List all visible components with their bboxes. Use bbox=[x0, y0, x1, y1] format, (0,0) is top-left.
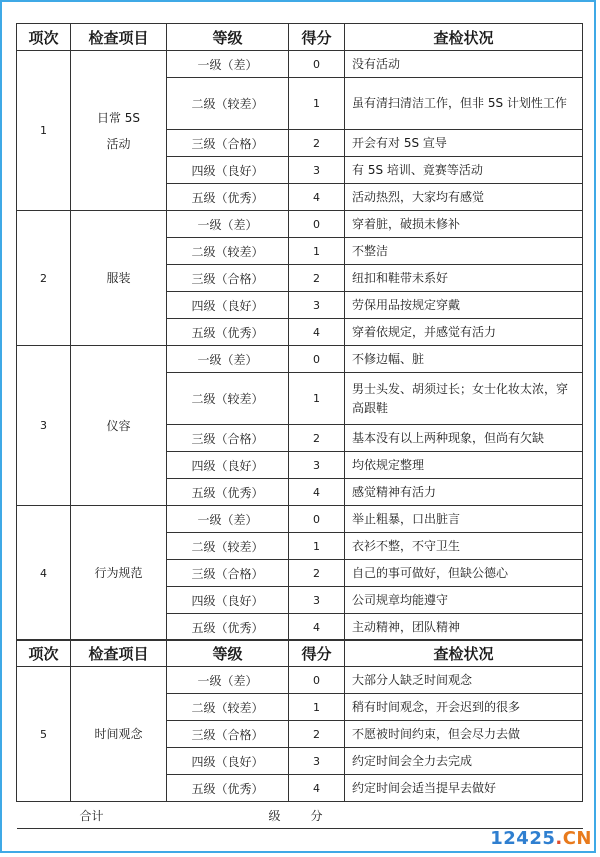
header-item-no: 项次 bbox=[17, 640, 71, 667]
grade-cell: 二级（较差） bbox=[167, 694, 289, 721]
grade-cell: 二级（较差） bbox=[167, 533, 289, 560]
score-cell: 4 bbox=[289, 614, 345, 641]
table-row bbox=[17, 211, 583, 238]
header-check-item: 检查项目 bbox=[71, 24, 167, 51]
grade-cell: 五级（优秀） bbox=[167, 184, 289, 211]
score-cell: 1 bbox=[289, 78, 345, 130]
total-row bbox=[17, 802, 583, 829]
status-cell: 纽扣和鞋带未系好 bbox=[345, 265, 583, 292]
inspection-table-part1 bbox=[16, 23, 583, 641]
status-cell: 开会有对 5S 宣导 bbox=[345, 130, 583, 157]
status-cell: 约定时间会全力去完成 bbox=[345, 748, 583, 775]
grade-cell: 二级（较差） bbox=[167, 238, 289, 265]
score-cell: 0 bbox=[289, 51, 345, 78]
item-number: 1 bbox=[17, 51, 71, 211]
check-item-name: 日常 5S 活动 bbox=[71, 51, 167, 211]
status-cell: 不整洁 bbox=[345, 238, 583, 265]
grade-cell: 三级（合格） bbox=[167, 560, 289, 587]
grade-cell: 一级（差） bbox=[167, 667, 289, 694]
status-cell: 没有活动 bbox=[345, 51, 583, 78]
score-cell: 1 bbox=[289, 694, 345, 721]
grade-cell: 五级（优秀） bbox=[167, 479, 289, 506]
watermark-suffix: CN bbox=[562, 828, 592, 849]
header-item-no: 项次 bbox=[17, 24, 71, 51]
grade-cell: 四级（良好） bbox=[167, 748, 289, 775]
status-cell: 基本没有以上两种现象，但尚有欠缺 bbox=[345, 425, 583, 452]
score-cell: 4 bbox=[289, 319, 345, 346]
grade-cell: 二级（较差） bbox=[167, 78, 289, 130]
grade-cell: 一级（差） bbox=[167, 346, 289, 373]
status-cell: 大部分人缺乏时间观念 bbox=[345, 667, 583, 694]
score-cell: 0 bbox=[289, 346, 345, 373]
grade-cell: 五级（优秀） bbox=[167, 319, 289, 346]
status-cell: 活动热烈，大家均有感觉 bbox=[345, 184, 583, 211]
status-cell: 不修边幅、脏 bbox=[345, 346, 583, 373]
score-cell: 3 bbox=[289, 587, 345, 614]
status-cell: 不愿被时间约束，但会尽力去做 bbox=[345, 721, 583, 748]
header-score: 得分 bbox=[289, 24, 345, 51]
status-cell: 虽有清扫清洁工作，但非 5S 计划性工作 bbox=[345, 78, 583, 130]
score-cell: 2 bbox=[289, 130, 345, 157]
status-cell: 有 5S 培训、竟赛等活动 bbox=[345, 157, 583, 184]
check-item-name: 仪容 bbox=[71, 346, 167, 506]
watermark-dot: . bbox=[555, 828, 563, 849]
score-cell: 4 bbox=[289, 184, 345, 211]
inspection-table-part2 bbox=[16, 639, 583, 829]
header-row bbox=[17, 24, 583, 51]
grade-cell: 四级（良好） bbox=[167, 292, 289, 319]
score-cell: 4 bbox=[289, 775, 345, 802]
table-row bbox=[17, 51, 583, 78]
status-cell: 衣衫不整，不守卫生 bbox=[345, 533, 583, 560]
status-cell: 劳保用品按规定穿戴 bbox=[345, 292, 583, 319]
score-cell: 1 bbox=[289, 373, 345, 425]
item-number: 3 bbox=[17, 346, 71, 506]
grade-cell: 四级（良好） bbox=[167, 587, 289, 614]
score-cell: 1 bbox=[289, 238, 345, 265]
grade-cell: 一级（差） bbox=[167, 51, 289, 78]
total-label: 合计 bbox=[17, 802, 167, 829]
score-cell: 3 bbox=[289, 157, 345, 184]
status-cell: 穿着脏，破损未修补 bbox=[345, 211, 583, 238]
score-cell: 2 bbox=[289, 560, 345, 587]
header-status: 查检状况 bbox=[345, 24, 583, 51]
header-grade: 等级 bbox=[167, 24, 289, 51]
status-cell: 感觉精神有活力 bbox=[345, 479, 583, 506]
score-cell: 0 bbox=[289, 211, 345, 238]
grade-cell: 四级（良好） bbox=[167, 157, 289, 184]
status-cell: 穿着依规定，并感觉有活力 bbox=[345, 319, 583, 346]
grade-cell: 二级（较差） bbox=[167, 373, 289, 425]
status-cell: 均依规定整理 bbox=[345, 452, 583, 479]
status-cell: 举止粗暴，口出脏言 bbox=[345, 506, 583, 533]
grade-cell: 一级（差） bbox=[167, 211, 289, 238]
score-cell: 1 bbox=[289, 533, 345, 560]
grade-cell: 四级（良好） bbox=[167, 452, 289, 479]
grade-cell: 三级（合格） bbox=[167, 721, 289, 748]
check-item-name: 服装 bbox=[71, 211, 167, 346]
status-cell: 约定时间会适当提早去做好 bbox=[345, 775, 583, 802]
table-row bbox=[17, 346, 583, 373]
header-row bbox=[17, 640, 583, 667]
status-cell: 男士头发、胡须过长；女士化妆太浓，穿高跟鞋 bbox=[345, 373, 583, 425]
total-score-unit: 分 bbox=[289, 802, 345, 829]
grade-cell: 三级（合格） bbox=[167, 425, 289, 452]
score-cell: 2 bbox=[289, 721, 345, 748]
score-cell: 3 bbox=[289, 292, 345, 319]
item-number: 5 bbox=[17, 667, 71, 802]
status-cell: 公司规章均能遵守 bbox=[345, 587, 583, 614]
score-cell: 2 bbox=[289, 425, 345, 452]
table-row bbox=[17, 506, 583, 533]
total-grade-unit: 级 bbox=[167, 802, 289, 829]
watermark-number: 12425 bbox=[490, 828, 556, 849]
header-score: 得分 bbox=[289, 640, 345, 667]
header-grade: 等级 bbox=[167, 640, 289, 667]
score-cell: 4 bbox=[289, 479, 345, 506]
item-number: 2 bbox=[17, 211, 71, 346]
total-status-blank bbox=[345, 802, 583, 829]
table-row bbox=[17, 667, 583, 694]
status-cell: 自己的事可做好，但缺公德心 bbox=[345, 560, 583, 587]
grade-cell: 三级（合格） bbox=[167, 130, 289, 157]
grade-cell: 五级（优秀） bbox=[167, 775, 289, 802]
grade-cell: 五级（优秀） bbox=[167, 614, 289, 641]
status-cell: 主动精神，团队精神 bbox=[345, 614, 583, 641]
score-cell: 2 bbox=[289, 265, 345, 292]
score-cell: 0 bbox=[289, 506, 345, 533]
header-check-item: 检查项目 bbox=[71, 640, 167, 667]
score-cell: 3 bbox=[289, 452, 345, 479]
status-cell: 稍有时间观念，开会迟到的很多 bbox=[345, 694, 583, 721]
check-item-name: 时间观念 bbox=[71, 667, 167, 802]
grade-cell: 一级（差） bbox=[167, 506, 289, 533]
check-item-name: 行为规范 bbox=[71, 506, 167, 641]
site-watermark bbox=[490, 828, 592, 849]
header-status: 查检状况 bbox=[345, 640, 583, 667]
item-number: 4 bbox=[17, 506, 71, 641]
score-cell: 0 bbox=[289, 667, 345, 694]
grade-cell: 三级（合格） bbox=[167, 265, 289, 292]
score-cell: 3 bbox=[289, 748, 345, 775]
